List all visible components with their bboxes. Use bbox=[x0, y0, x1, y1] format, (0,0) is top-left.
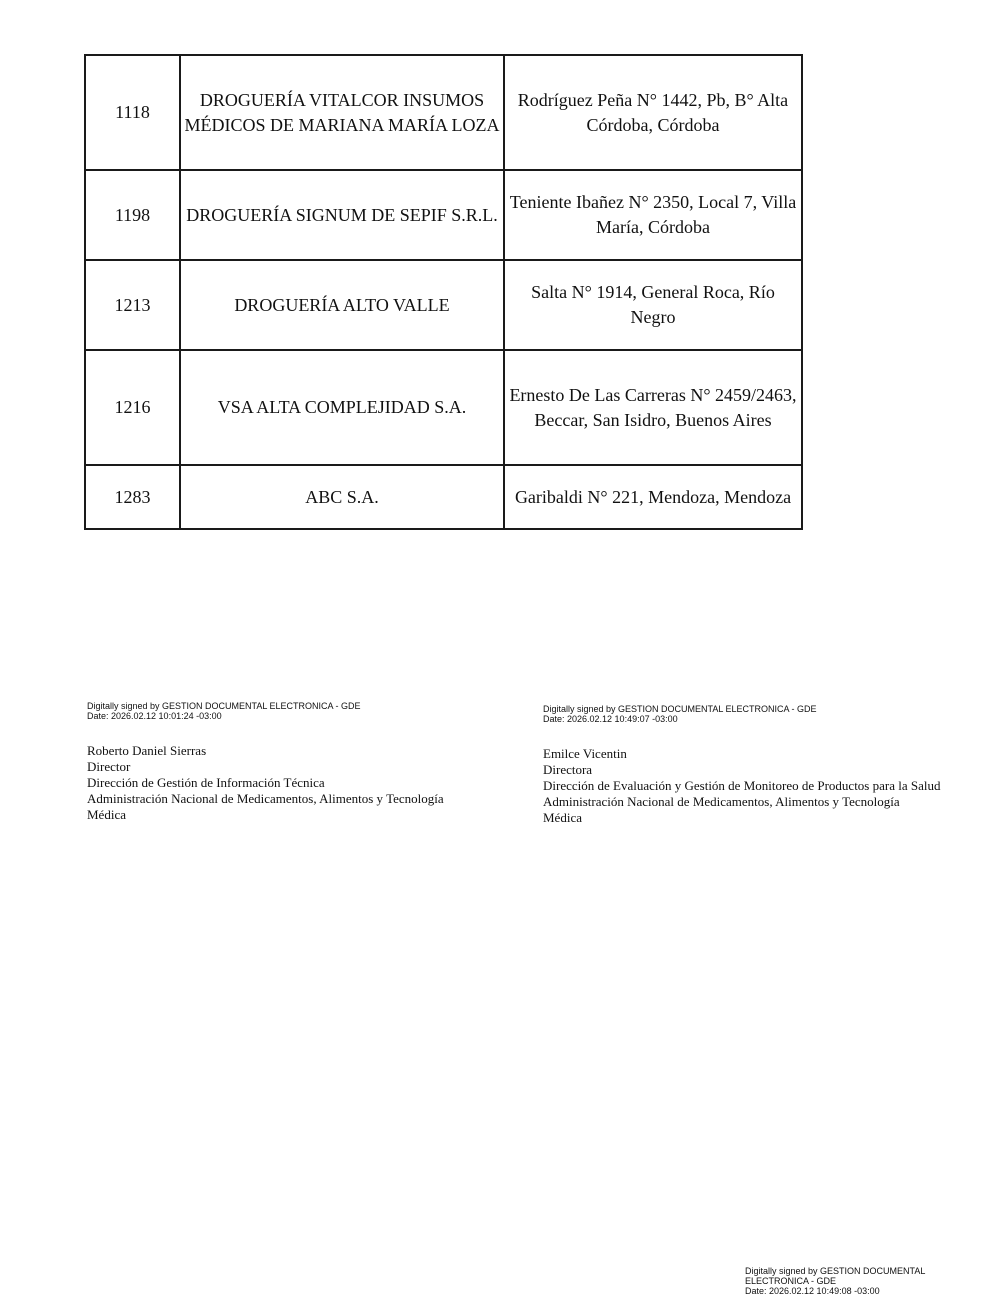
signer-agency: Administración Nacional de Medicamentos, Alimentos y Tecnología Médica bbox=[543, 794, 900, 825]
registry-number: 1198 bbox=[85, 170, 180, 260]
table-row bbox=[85, 350, 802, 465]
digital-signature-line: Digitally signed by GESTION DOCUMENTAL ELECTRONICA - GDE bbox=[87, 701, 361, 711]
company-name: DROGUERÍA ALTO VALLE bbox=[180, 260, 504, 350]
company-name: DROGUERÍA SIGNUM DE SEPIF S.R.L. bbox=[180, 170, 504, 260]
company-name: VSA ALTA COMPLEJIDAD S.A. bbox=[180, 350, 504, 465]
company-name: DROGUERÍA VITALCOR INSUMOS MÉDICOS DE MARIANA MARÍA LOZA bbox=[180, 55, 504, 170]
company-address: Ernesto De Las Carreras N° 2459/2463, Beccar, San Isidro, Buenos Aires bbox=[504, 350, 802, 465]
company-address: Salta N° 1914, General Roca, Río Negro bbox=[504, 260, 802, 350]
table-row bbox=[85, 170, 802, 260]
signer-department: Dirección de Gestión de Información Técnica bbox=[87, 775, 325, 790]
company-address: Rodríguez Peña N° 1442, Pb, B° Alta Córdoba, Córdoba bbox=[504, 55, 802, 170]
digital-signature-line: Digitally signed by GESTION DOCUMENTAL ELECTRONICA - GDE bbox=[543, 704, 817, 714]
table-row bbox=[85, 55, 802, 170]
signature-date: Date: 2026.02.12 10:49:08 -03:00 bbox=[745, 1286, 880, 1296]
signer-agency: Administración Nacional de Medicamentos, Alimentos y Tecnología Médica bbox=[87, 791, 444, 822]
signer-name: Roberto Daniel Sierras bbox=[87, 743, 207, 758]
company-address: Garibaldi N° 221, Mendoza, Mendoza bbox=[504, 465, 802, 529]
company-name: ABC S.A. bbox=[180, 465, 504, 529]
signer-title: Director bbox=[87, 759, 131, 774]
table-row bbox=[85, 260, 802, 350]
footer-signature bbox=[745, 1266, 985, 1296]
table-row bbox=[85, 465, 802, 529]
signature-block-right bbox=[543, 705, 983, 826]
digital-signature-line: Digitally signed by GESTION DOCUMENTAL ELECTRONICA - GDE bbox=[745, 1266, 926, 1286]
registry-table bbox=[84, 54, 803, 530]
registry-number: 1283 bbox=[85, 465, 180, 529]
signature-block-left bbox=[87, 702, 507, 823]
signer-title: Directora bbox=[543, 762, 593, 777]
signature-date: Date: 2026.02.12 10:01:24 -03:00 bbox=[87, 710, 222, 721]
registry-number: 1216 bbox=[85, 350, 180, 465]
registry-number: 1213 bbox=[85, 260, 180, 350]
signer-department: Dirección de Evaluación y Gestión de Monitoreo de Productos para la Salud bbox=[543, 778, 941, 793]
registry-number: 1118 bbox=[85, 55, 180, 170]
signer-name: Emilce Vicentin bbox=[543, 746, 627, 761]
company-address: Teniente Ibañez N° 2350, Local 7, Villa María, Córdoba bbox=[504, 170, 802, 260]
signature-date: Date: 2026.02.12 10:49:07 -03:00 bbox=[543, 713, 678, 724]
